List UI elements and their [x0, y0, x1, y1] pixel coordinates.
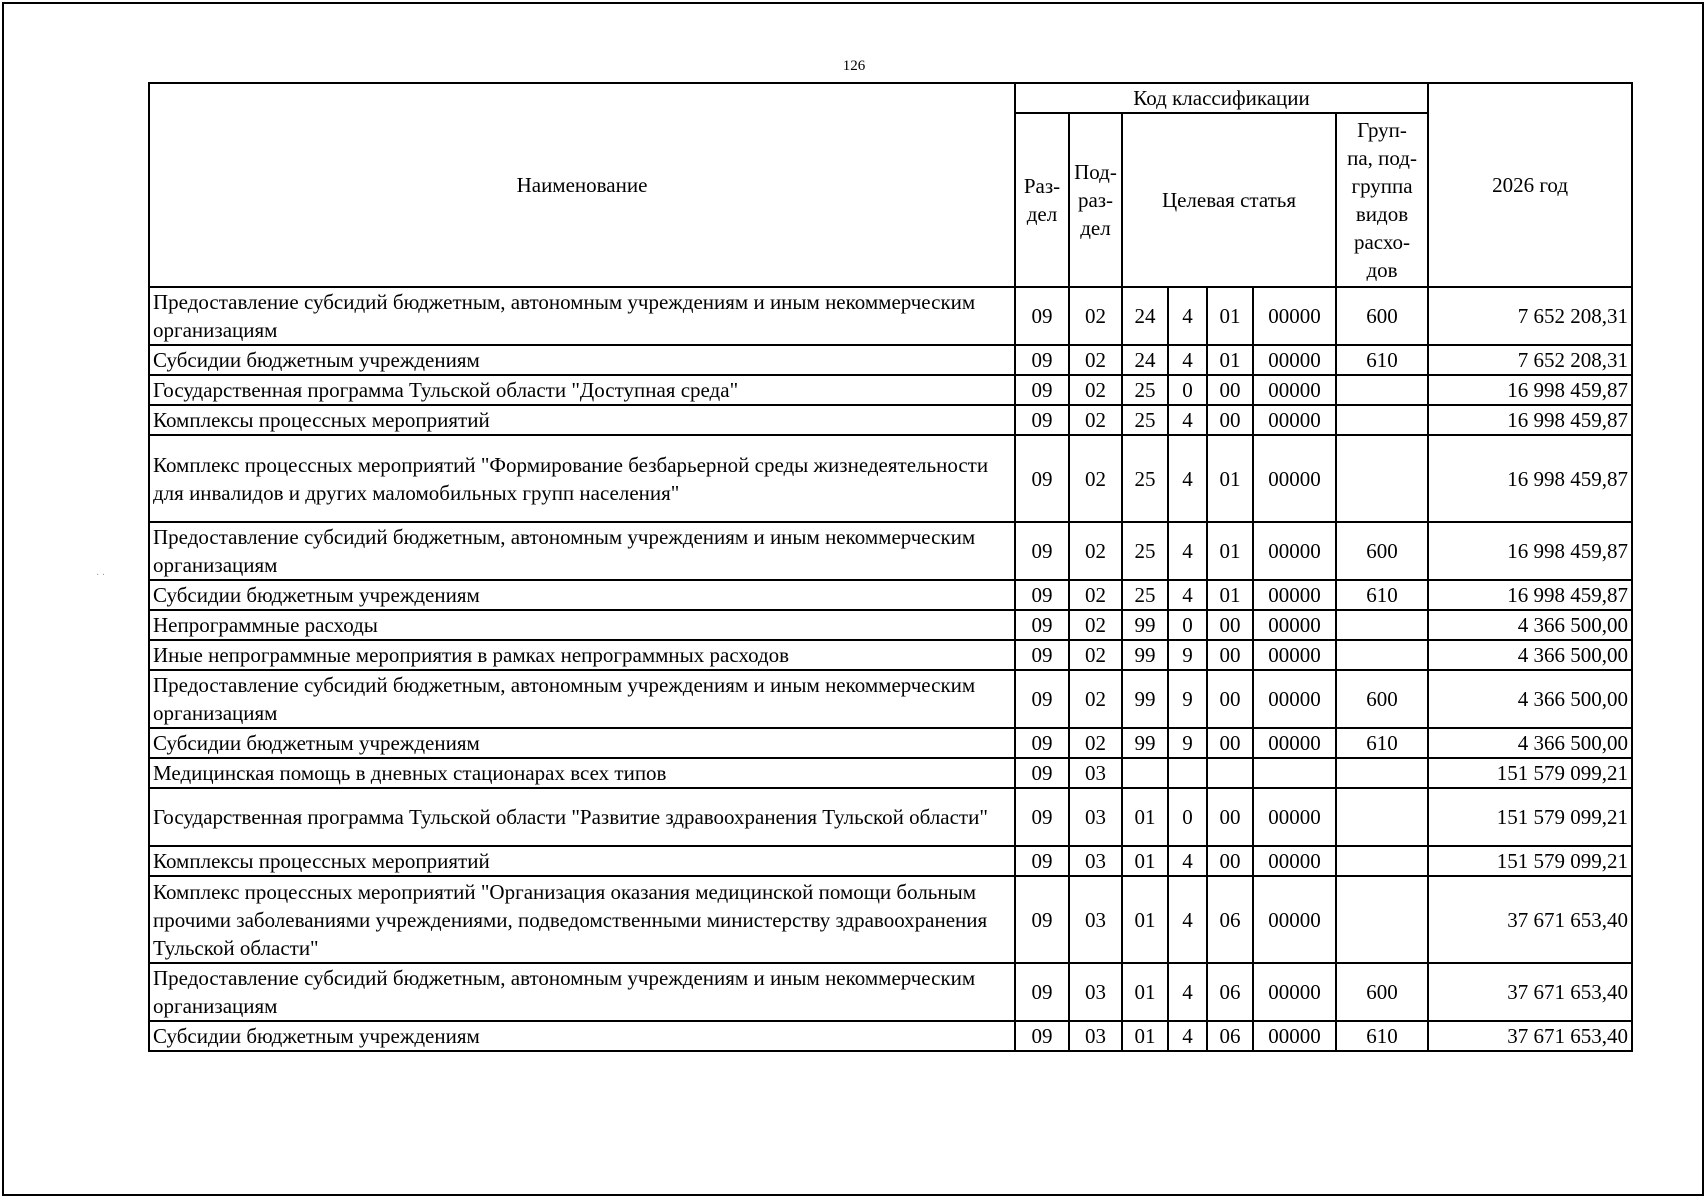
row-target-type: 9 [1168, 640, 1207, 670]
row-target-direction [1253, 758, 1336, 788]
table-row [149, 522, 1632, 580]
row-amount: 151 579 099,21 [1428, 788, 1632, 846]
row-target-direction: 00000 [1253, 435, 1336, 522]
table-row [149, 435, 1632, 522]
table-row [149, 758, 1632, 788]
row-name: Комплекс процессных мероприятий "Формирование безбарьерной среды жизнедеятельности для инвалидов и других маломобильных групп населения" [149, 435, 1015, 522]
row-section: 09 [1015, 345, 1069, 375]
row-target-program: 01 [1122, 876, 1168, 963]
row-expense-group: 600 [1336, 670, 1428, 728]
table-row [149, 405, 1632, 435]
row-target-type: 4 [1168, 287, 1207, 345]
row-section: 09 [1015, 640, 1069, 670]
row-expense-group: 610 [1336, 728, 1428, 758]
row-target-program: 99 [1122, 640, 1168, 670]
budget-table [148, 82, 1633, 1052]
row-target-event: 06 [1207, 876, 1253, 963]
table-row [149, 846, 1632, 876]
row-expense-group [1336, 846, 1428, 876]
row-name: Государственная программа Тульской области "Доступная среда" [149, 375, 1015, 405]
row-name: Иные непрограммные мероприятия в рамках непрограммных расходов [149, 640, 1015, 670]
row-name: Комплекс процессных мероприятий "Организация оказания медицинской помощи больным прочими заболеваниями учреждениями, подведомственными министерству здравоохранения Тульской области" [149, 876, 1015, 963]
row-target-direction: 00000 [1253, 788, 1336, 846]
row-expense-group [1336, 758, 1428, 788]
row-expense-group [1336, 405, 1428, 435]
row-amount: 37 671 653,40 [1428, 963, 1632, 1021]
row-amount: 16 998 459,87 [1428, 580, 1632, 610]
row-section: 09 [1015, 1021, 1069, 1051]
scan-artifact: · · [96, 570, 106, 581]
table-row [149, 963, 1632, 1021]
row-subsection: 02 [1069, 610, 1122, 640]
table-row [149, 876, 1632, 963]
row-expense-group [1336, 788, 1428, 846]
row-amount: 151 579 099,21 [1428, 758, 1632, 788]
row-target-program: 25 [1122, 522, 1168, 580]
row-target-type: 4 [1168, 522, 1207, 580]
row-subsection: 02 [1069, 345, 1122, 375]
row-target-direction: 00000 [1253, 670, 1336, 728]
row-expense-group: 610 [1336, 1021, 1428, 1051]
row-amount: 4 366 500,00 [1428, 610, 1632, 640]
row-name: Комплексы процессных мероприятий [149, 846, 1015, 876]
row-section: 09 [1015, 758, 1069, 788]
row-target-direction: 00000 [1253, 287, 1336, 345]
row-target-program: 01 [1122, 1021, 1168, 1051]
row-target-type: 9 [1168, 728, 1207, 758]
row-name: Государственная программа Тульской области "Развитие здравоохранения Тульской области" [149, 788, 1015, 846]
row-expense-group: 610 [1336, 580, 1428, 610]
row-target-event: 00 [1207, 788, 1253, 846]
row-target-direction: 00000 [1253, 610, 1336, 640]
row-target-type: 0 [1168, 788, 1207, 846]
row-amount: 37 671 653,40 [1428, 876, 1632, 963]
row-subsection: 02 [1069, 522, 1122, 580]
row-target-event: 06 [1207, 1021, 1253, 1051]
row-target-event [1207, 758, 1253, 788]
row-subsection: 02 [1069, 640, 1122, 670]
row-expense-group [1336, 375, 1428, 405]
row-subsection: 02 [1069, 405, 1122, 435]
row-target-event: 01 [1207, 287, 1253, 345]
row-target-program: 25 [1122, 580, 1168, 610]
row-target-event: 01 [1207, 522, 1253, 580]
row-target-program: 99 [1122, 728, 1168, 758]
row-target-event: 00 [1207, 405, 1253, 435]
row-target-program: 01 [1122, 788, 1168, 846]
header-classification: Код классификации [1015, 83, 1428, 113]
row-name: Предоставление субсидий бюджетным, автономным учреждениям и иным некоммерческим организациям [149, 287, 1015, 345]
row-target-direction: 00000 [1253, 375, 1336, 405]
row-expense-group [1336, 610, 1428, 640]
row-expense-group: 600 [1336, 963, 1428, 1021]
header-target-article: Целевая статья [1122, 113, 1336, 287]
row-target-program: 25 [1122, 435, 1168, 522]
header-section: Раз- дел [1015, 113, 1069, 287]
row-target-event: 06 [1207, 963, 1253, 1021]
row-target-type: 0 [1168, 375, 1207, 405]
row-subsection: 03 [1069, 788, 1122, 846]
row-section: 09 [1015, 287, 1069, 345]
row-target-program: 01 [1122, 963, 1168, 1021]
row-target-event: 01 [1207, 435, 1253, 522]
row-target-direction: 00000 [1253, 728, 1336, 758]
table-row [149, 375, 1632, 405]
page-number: 126 [842, 58, 866, 74]
row-amount: 16 998 459,87 [1428, 435, 1632, 522]
row-target-type: 4 [1168, 846, 1207, 876]
row-section: 09 [1015, 375, 1069, 405]
row-target-program: 99 [1122, 670, 1168, 728]
row-target-program: 25 [1122, 375, 1168, 405]
row-target-event: 00 [1207, 728, 1253, 758]
table-row [149, 580, 1632, 610]
row-target-event: 00 [1207, 375, 1253, 405]
row-target-type: 4 [1168, 876, 1207, 963]
row-target-program: 25 [1122, 405, 1168, 435]
table-row [149, 640, 1632, 670]
row-name: Субсидии бюджетным учреждениям [149, 345, 1015, 375]
row-target-event: 01 [1207, 580, 1253, 610]
row-target-event: 00 [1207, 640, 1253, 670]
header-expense-group: Груп- па, под- группа видов расхо- дов [1336, 113, 1428, 287]
row-amount: 4 366 500,00 [1428, 670, 1632, 728]
row-target-direction: 00000 [1253, 1021, 1336, 1051]
row-section: 09 [1015, 610, 1069, 640]
table-row [149, 610, 1632, 640]
row-target-direction: 00000 [1253, 345, 1336, 375]
row-subsection: 02 [1069, 728, 1122, 758]
row-amount: 37 671 653,40 [1428, 1021, 1632, 1051]
row-target-program: 24 [1122, 345, 1168, 375]
row-section: 09 [1015, 846, 1069, 876]
row-name: Субсидии бюджетным учреждениям [149, 728, 1015, 758]
row-subsection: 03 [1069, 963, 1122, 1021]
row-amount: 7 652 208,31 [1428, 345, 1632, 375]
row-subsection: 03 [1069, 758, 1122, 788]
row-target-direction: 00000 [1253, 405, 1336, 435]
row-target-type: 4 [1168, 963, 1207, 1021]
row-target-direction: 00000 [1253, 963, 1336, 1021]
row-target-program [1122, 758, 1168, 788]
row-target-event: 00 [1207, 610, 1253, 640]
row-target-type [1168, 758, 1207, 788]
row-section: 09 [1015, 728, 1069, 758]
row-amount: 16 998 459,87 [1428, 375, 1632, 405]
row-amount: 16 998 459,87 [1428, 522, 1632, 580]
table-row [149, 788, 1632, 846]
row-subsection: 03 [1069, 1021, 1122, 1051]
row-amount: 7 652 208,31 [1428, 287, 1632, 345]
row-target-type: 9 [1168, 670, 1207, 728]
row-subsection: 02 [1069, 580, 1122, 610]
table-row [149, 670, 1632, 728]
row-section: 09 [1015, 876, 1069, 963]
row-name: Комплексы процессных мероприятий [149, 405, 1015, 435]
row-target-type: 4 [1168, 580, 1207, 610]
table-header [149, 83, 1632, 287]
row-target-program: 99 [1122, 610, 1168, 640]
row-subsection: 02 [1069, 435, 1122, 522]
table-row [149, 345, 1632, 375]
row-target-type: 4 [1168, 345, 1207, 375]
row-target-direction: 00000 [1253, 522, 1336, 580]
row-section: 09 [1015, 435, 1069, 522]
table-row [149, 1021, 1632, 1051]
row-expense-group [1336, 876, 1428, 963]
table-body [149, 287, 1632, 1051]
row-target-program: 01 [1122, 846, 1168, 876]
row-section: 09 [1015, 963, 1069, 1021]
row-section: 09 [1015, 788, 1069, 846]
row-expense-group [1336, 640, 1428, 670]
row-subsection: 03 [1069, 876, 1122, 963]
row-target-program: 24 [1122, 287, 1168, 345]
row-target-event: 00 [1207, 670, 1253, 728]
row-subsection: 02 [1069, 670, 1122, 728]
row-target-direction: 00000 [1253, 846, 1336, 876]
row-target-direction: 00000 [1253, 640, 1336, 670]
row-target-direction: 00000 [1253, 876, 1336, 963]
row-target-direction: 00000 [1253, 580, 1336, 610]
row-name: Субсидии бюджетным учреждениям [149, 1021, 1015, 1051]
row-amount: 16 998 459,87 [1428, 405, 1632, 435]
row-expense-group: 600 [1336, 522, 1428, 580]
header-year: 2026 год [1428, 83, 1632, 287]
row-name: Предоставление субсидий бюджетным, автономным учреждениям и иным некоммерческим организациям [149, 522, 1015, 580]
row-target-type: 4 [1168, 435, 1207, 522]
row-name: Предоставление субсидий бюджетным, автономным учреждениям и иным некоммерческим организациям [149, 963, 1015, 1021]
header-subsection: Под- раз- дел [1069, 113, 1122, 287]
row-name: Непрограммные расходы [149, 610, 1015, 640]
row-amount: 4 366 500,00 [1428, 728, 1632, 758]
row-name: Субсидии бюджетным учреждениям [149, 580, 1015, 610]
row-amount: 151 579 099,21 [1428, 846, 1632, 876]
row-target-type: 4 [1168, 1021, 1207, 1051]
row-target-type: 0 [1168, 610, 1207, 640]
row-subsection: 03 [1069, 846, 1122, 876]
row-expense-group [1336, 435, 1428, 522]
row-section: 09 [1015, 670, 1069, 728]
row-target-event: 01 [1207, 345, 1253, 375]
row-name: Предоставление субсидий бюджетным, автономным учреждениям и иным некоммерческим организациям [149, 670, 1015, 728]
header-name: Наименование [149, 83, 1015, 287]
row-subsection: 02 [1069, 375, 1122, 405]
row-target-event: 00 [1207, 846, 1253, 876]
row-amount: 4 366 500,00 [1428, 640, 1632, 670]
row-subsection: 02 [1069, 287, 1122, 345]
table-row [149, 728, 1632, 758]
row-section: 09 [1015, 522, 1069, 580]
row-target-type: 4 [1168, 405, 1207, 435]
row-expense-group: 600 [1336, 287, 1428, 345]
row-section: 09 [1015, 580, 1069, 610]
row-expense-group: 610 [1336, 345, 1428, 375]
table-row [149, 287, 1632, 345]
row-name: Медицинская помощь в дневных стационарах всех типов [149, 758, 1015, 788]
row-section: 09 [1015, 405, 1069, 435]
